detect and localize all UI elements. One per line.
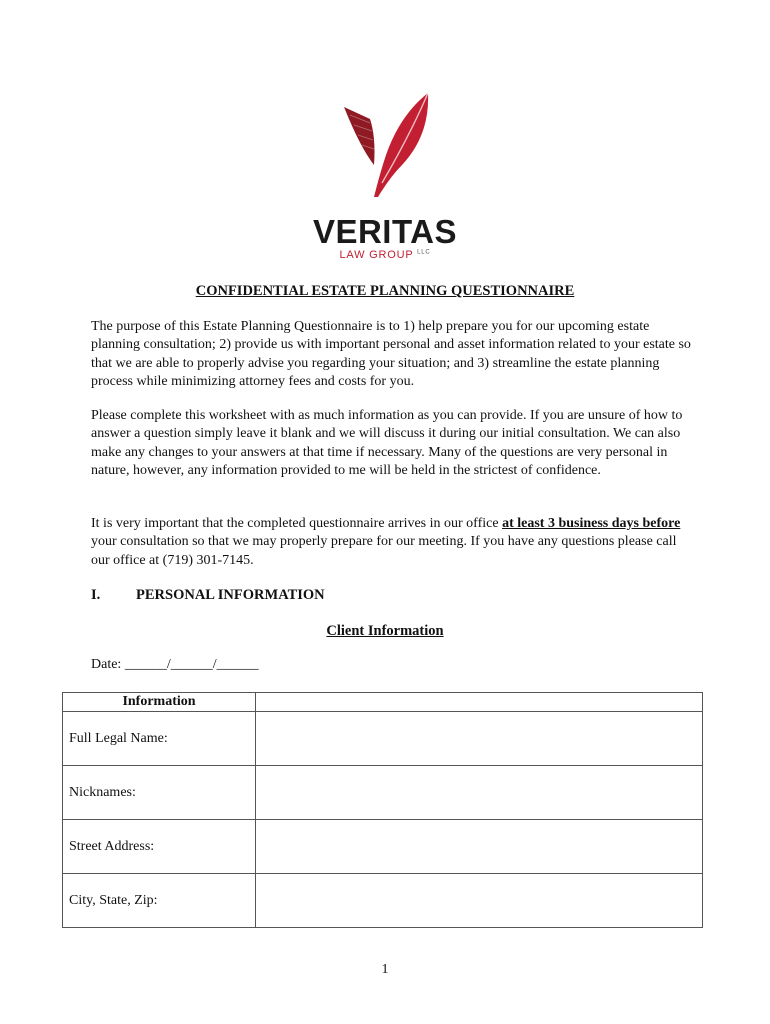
- company-logo: [300, 85, 470, 270]
- client-info-table: [62, 692, 703, 928]
- deadline-emphasis: at least 3 business days before: [502, 516, 681, 531]
- row-label-full-legal-name: Full Legal Name:: [63, 712, 256, 766]
- brand-name: VERITAS: [312, 213, 458, 250]
- client-information-heading: Client Information: [326, 623, 444, 639]
- street-address-field[interactable]: [256, 820, 703, 874]
- section-number: I.: [91, 587, 101, 603]
- table-row: [63, 820, 703, 874]
- table-row: [63, 766, 703, 820]
- city-state-zip-field[interactable]: [256, 874, 703, 928]
- row-label-nicknames: Nicknames:: [63, 766, 256, 820]
- table-header: Information: [63, 693, 256, 712]
- brand-suffix: LLC: [417, 249, 431, 256]
- table-row: [63, 874, 703, 928]
- document-title: CONFIDENTIAL ESTATE PLANNING QUESTIONNAIRE: [195, 283, 575, 299]
- full-legal-name-field[interactable]: [256, 712, 703, 766]
- date-field[interactable]: Date: ______/______/______: [91, 657, 259, 672]
- section-title: PERSONAL INFORMATION: [136, 587, 325, 603]
- quill-feather-icon: [330, 85, 440, 200]
- nicknames-field[interactable]: [256, 766, 703, 820]
- instructions-paragraph: Please complete this worksheet with as much information as you can provide. If you are unsure of how to answer a question simply leave it blank and we will discuss it during our initial consultation. We can also make any changes to your answers at that time if necessary. Many of the questions are very personal in nature, however, any information provided to me will be held in the strictest of confidence.: [91, 408, 683, 478]
- deadline-paragraph: It is very important that the completed questionnaire arrives in our office at least 3 business days before your consultation so that we may properly prepare for our meeting. If you have any questions please call our office at (719) 301-7145.: [91, 516, 681, 568]
- page-number: 1: [381, 962, 389, 977]
- section-heading: [91, 587, 325, 604]
- row-label-city-state-zip: City, State, Zip:: [63, 874, 256, 928]
- intro-paragraph: The purpose of this Estate Planning Questionnaire is to 1) help prepare you for our upcoming estate planning consultation; 2) provide us with important personal and asset information related to your estate so that we are able to properly advise you regarding your situation; and 3) streamline the estate planning process while minimizing attorney fees and costs for you.: [91, 319, 691, 389]
- table-header-blank: [256, 693, 703, 712]
- table-row: [63, 712, 703, 766]
- row-label-street-address: Street Address:: [63, 820, 256, 874]
- brand-subtitle: LAW GROUP $^{LLC}$: [339, 249, 431, 261]
